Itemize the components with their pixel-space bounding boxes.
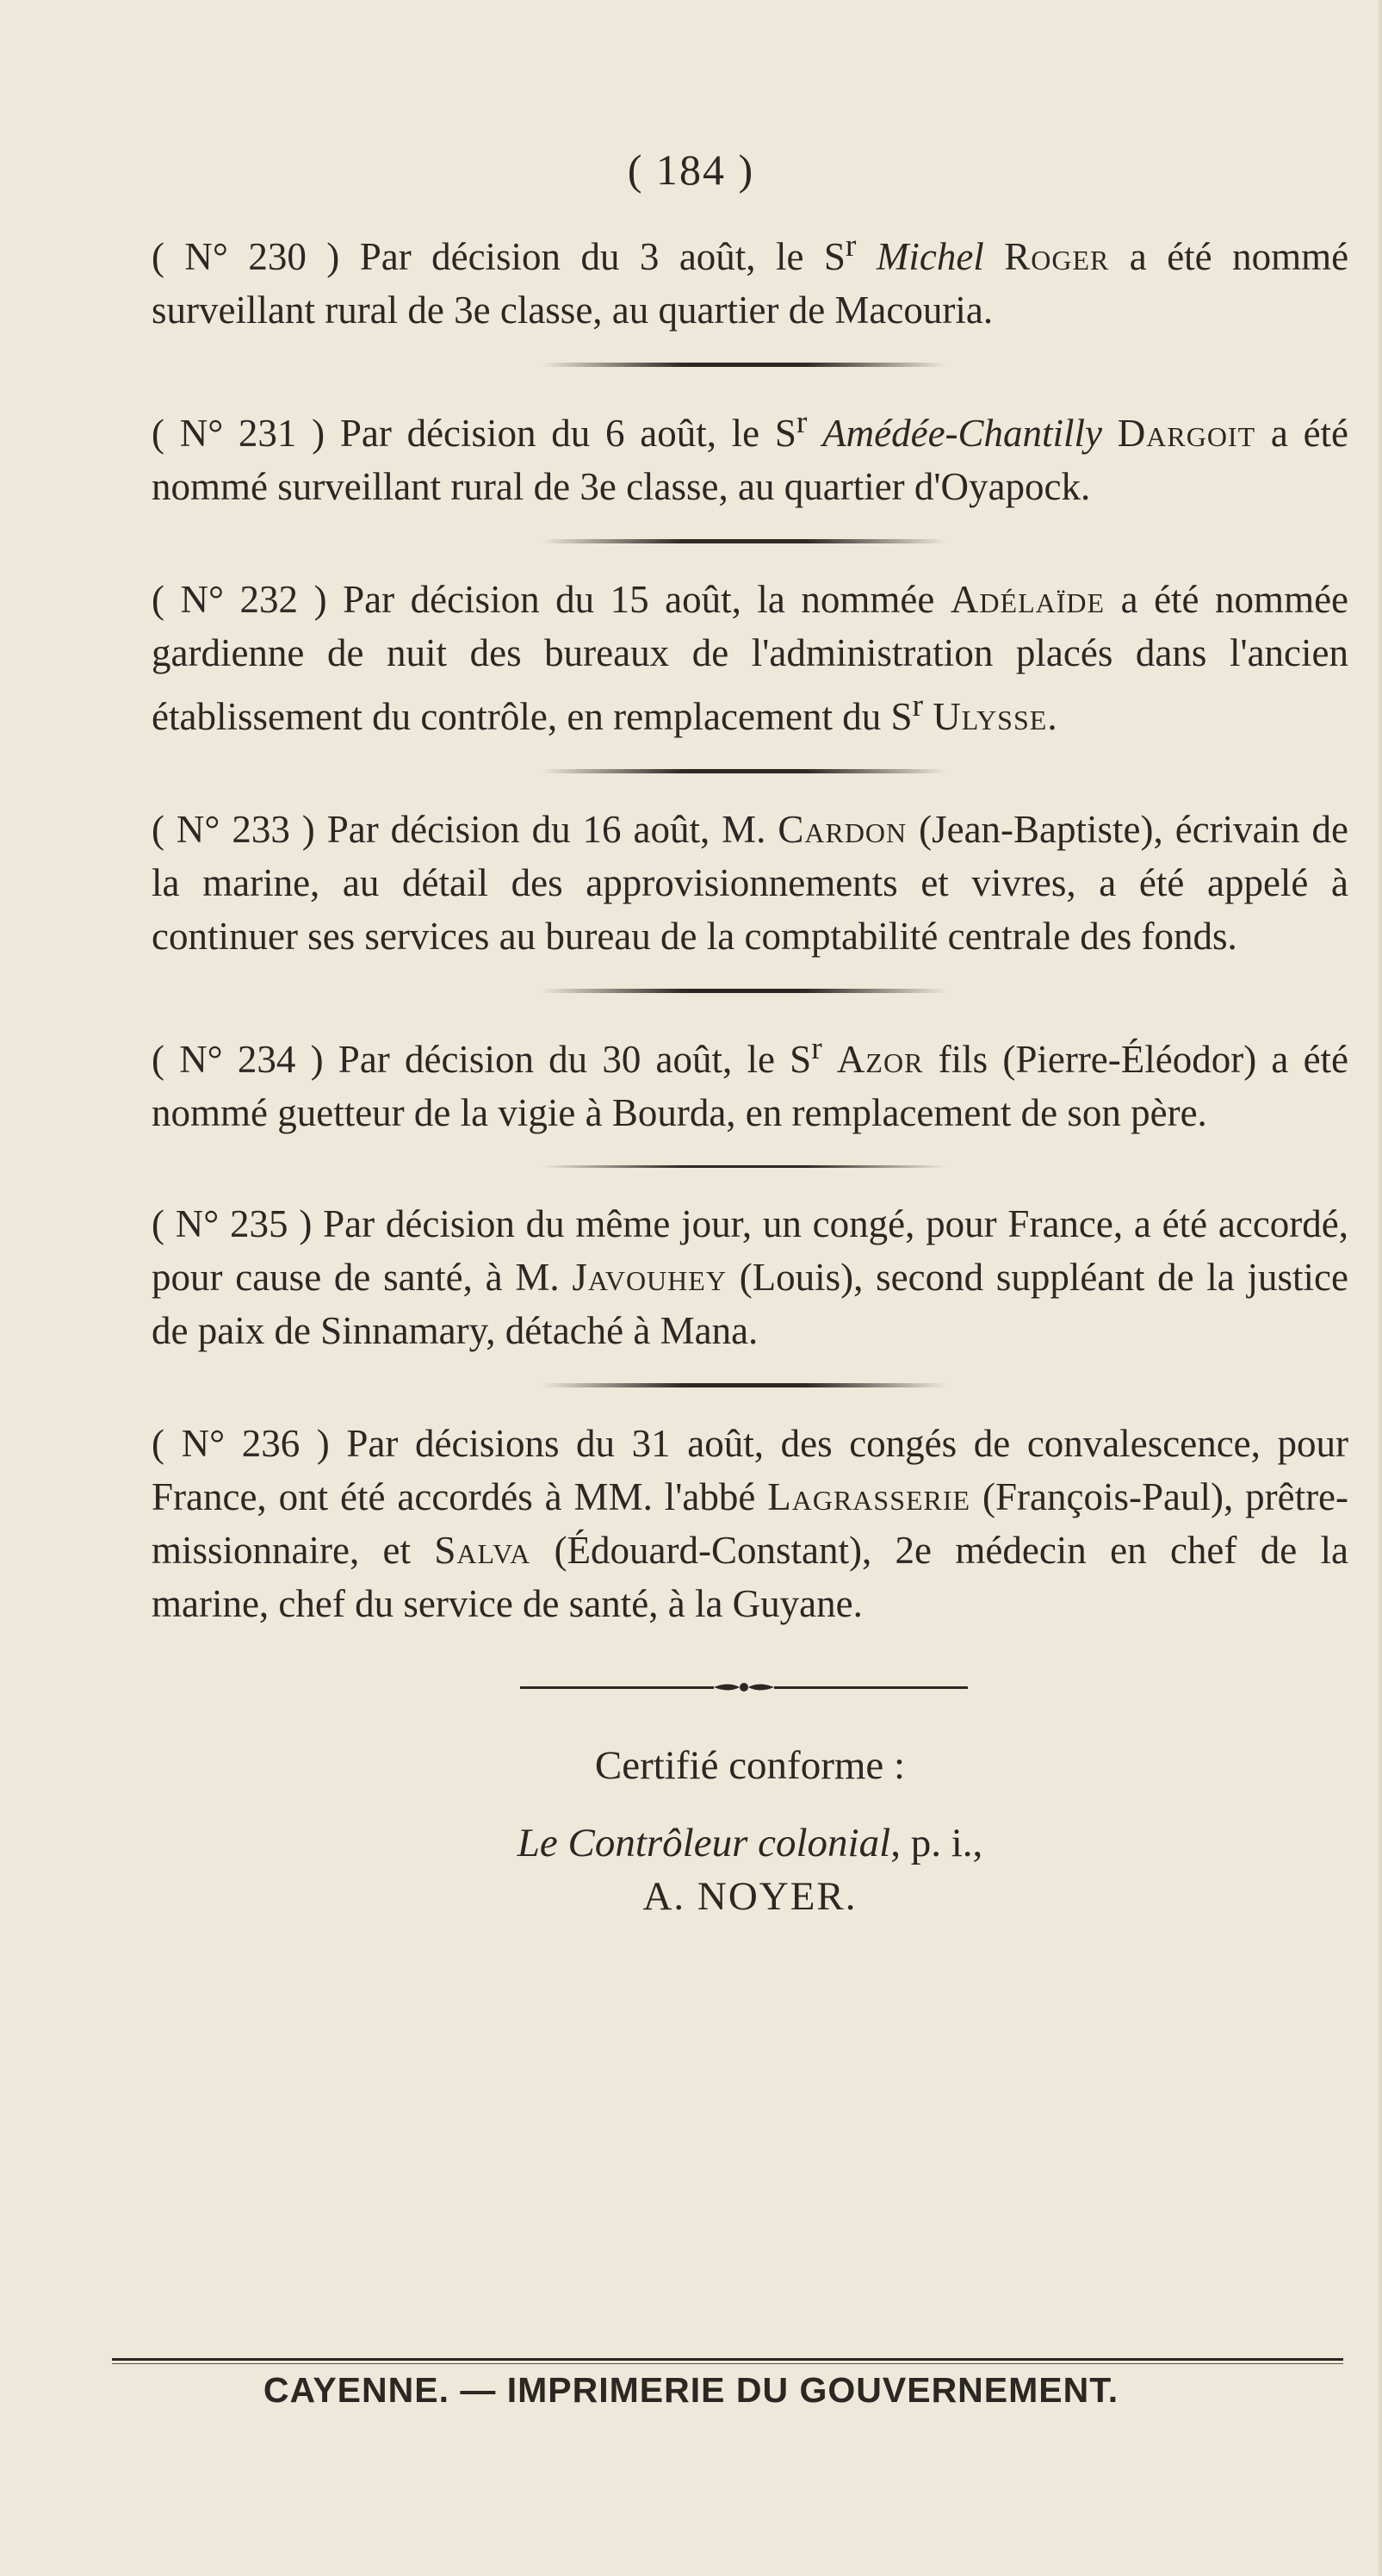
- entry-231: [152, 396, 1348, 513]
- entry-surname: Roger: [1004, 235, 1110, 278]
- entry-surname: Adélaïde: [950, 578, 1106, 621]
- entry-text-end: a été nommée gardienne de nuit des bureaux de l'administration placés dans l'ancien établissement du contrôle, en remplacement du S: [152, 578, 1349, 738]
- closing-ornament: [520, 1679, 968, 1696]
- footer-rule-thin: [112, 2363, 1343, 2364]
- separator-rule: [542, 363, 946, 367]
- footer-rule: [112, 2358, 1343, 2361]
- entry-surname: Lagrasserie: [767, 1475, 971, 1518]
- entry-text-end: (Édouard-Constant), 2e médecin en chef de la marine, chef du service de santé, à la Guyane.: [152, 1529, 1348, 1625]
- entry-text-end: a été nommé surveillant rural de 3e classe, au quartier d'Oyapock.: [152, 412, 1349, 508]
- entry-text: Par décision du 16 août, M.: [326, 808, 766, 851]
- separator-rule: [542, 1383, 946, 1387]
- entries-column: [152, 220, 1348, 1923]
- entry-sup: r: [796, 405, 808, 440]
- ornament-line-right: [774, 1686, 968, 1689]
- entry-text-end: a été nommé surveillant rural de 3e classe, au quartier de Macouria.: [152, 235, 1349, 332]
- entry-number: ( N° 233 ): [152, 808, 315, 851]
- entry-number: ( N° 236 ): [152, 1422, 330, 1465]
- entry-number: ( N° 231 ): [152, 412, 325, 455]
- entry-sup: r: [845, 228, 857, 264]
- entry-number: ( N° 232 ): [152, 578, 327, 621]
- ornament-line-left: [520, 1686, 714, 1689]
- separator-rule: [542, 1165, 946, 1168]
- entry-surname: Azor: [836, 1038, 924, 1081]
- entry-text: Par décisions du 31 août, des congés de convalescence, pour France, ont été accordés à MM. l'abbé: [152, 1422, 1348, 1518]
- entry-text-end: (Louis), second suppléant de la justice de paix de Sinnamary, détaché à Mana.: [152, 1256, 1348, 1352]
- entry-text: Par décision du 3 août, le S: [359, 235, 846, 278]
- entry-sup: r: [912, 688, 923, 723]
- certification-block: [152, 1739, 1348, 1923]
- entry-233: [152, 803, 1348, 963]
- entry-text: Par décision du 30 août, le S: [338, 1038, 812, 1081]
- page-edge: [1377, 0, 1382, 2576]
- entry-235: [152, 1197, 1348, 1357]
- signer-title-italic: Le Contrôleur colonial: [517, 1821, 891, 1865]
- entry-surname: Javouhey: [572, 1256, 727, 1299]
- ornament-icon: [714, 1681, 774, 1693]
- signer-name: A. NOYER.: [642, 1874, 858, 1919]
- entry-234: [152, 1022, 1348, 1139]
- entry-230: [152, 220, 1348, 337]
- separator-rule: [542, 769, 946, 773]
- entry-text: Par décision du 6 août, le S: [339, 412, 796, 455]
- entry-number: ( N° 234 ): [152, 1038, 324, 1081]
- signer-title: [152, 1816, 1348, 1870]
- entry-surname-2: Ulysse.: [933, 695, 1058, 738]
- entry-given-name: Amédée-Chantilly: [822, 412, 1103, 455]
- entry-text-mid: (François-Paul), prêtre-missionnaire, et: [152, 1475, 1349, 1572]
- entry-text-end: (Jean-Baptiste), écrivain de la marine, au détail des approvisionnements et vivres, a été appelé à continuer ses services au bureau de la comptabilité centrale des fonds.: [152, 808, 1349, 958]
- entry-number: ( N° 235 ): [152, 1202, 313, 1245]
- entry-text-end: fils (Pierre-Éléodor) a été nommé guetteur de la vigie à Bourda, en remplacement de son père.: [152, 1038, 1349, 1134]
- entry-232: [152, 573, 1348, 743]
- page-number: ( 184 ): [627, 146, 755, 194]
- separator-rule: [542, 539, 946, 543]
- entry-text: Par décision du même jour, un congé, pour France, a été accordé, pour cause de santé, à M.: [152, 1202, 1349, 1299]
- certification-line: Certifié conforme :: [594, 1743, 906, 1788]
- entry-given-name: Michel: [876, 235, 984, 278]
- entry-sup: r: [811, 1031, 822, 1066]
- entry-surname: Dargoit: [1117, 412, 1256, 455]
- separator-rule: [542, 989, 946, 993]
- entry-surname: Cardon: [778, 808, 908, 851]
- entry-236: [152, 1417, 1348, 1630]
- entry-number: ( N° 230 ): [152, 235, 340, 278]
- entry-surname-2: Salva: [434, 1529, 531, 1572]
- entry-text: Par décision du 15 août, la nommée: [343, 578, 935, 621]
- printer-imprint: CAYENNE. — IMPRIMERIE DU GOUVERNEMENT.: [263, 2370, 1119, 2410]
- signer-title-rest: , p. i.,: [890, 1821, 983, 1865]
